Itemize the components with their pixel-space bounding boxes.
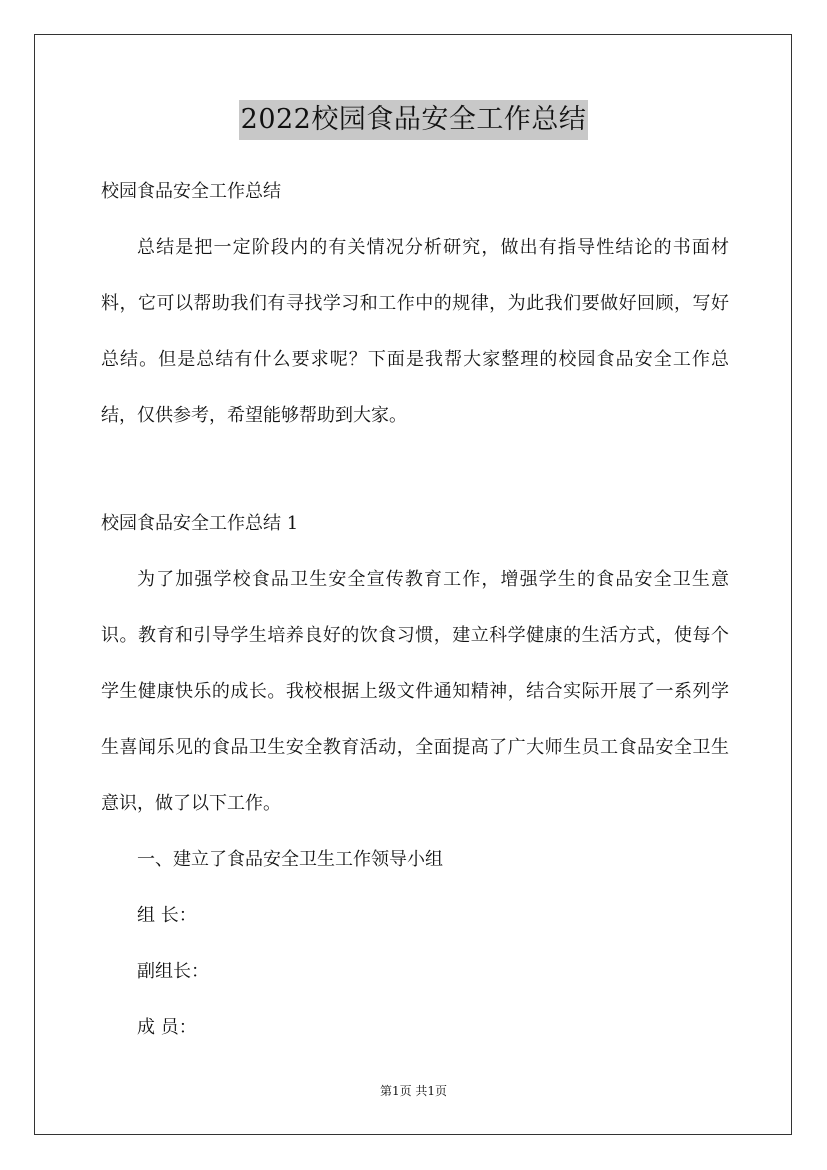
list-item-heading: 一、建立了食品安全卫生工作领导小组 [137,849,443,870]
document-title: 2022校园食品安全工作总结 [239,100,589,140]
document-body [101,164,729,1056]
paragraph-gap [101,444,729,496]
intro-paragraph: 总结是把一定阶段内的有关情况分析研究，做出有指导性结论的书面材料，它可以帮助我们有寻找学习和工作中的规律，为此我们要做好回顾，写好总结。但是总结有什么要求呢？下面是我帮大家整理的校园食品安全工作总结，仅供参考，希望能够帮助到大家。 [101,237,729,426]
document-heading: 校园食品安全工作总结 [101,181,281,202]
leader-line: 组 长： [137,905,197,926]
section-heading: 校园食品安全工作总结 1 [101,513,299,534]
deputy-line: 副组长： [137,961,209,982]
members-line: 成 员： [137,1017,197,1038]
page-footer: 第1页 共1页 [379,1084,448,1098]
section-paragraph: 为了加强学校食品卫生安全宣传教育工作，增强学生的食品安全卫生意识。教育和引导学生培养良好的饮食习惯，建立科学健康的生活方式，使每个学生健康快乐的成长。我校根据上级文件通知精神，结合实际开展了一系列学生喜闻乐见的食品卫生安全教育活动，全面提高了广大师生员工食品安全卫生意识，做了以下工作。 [101,569,729,814]
title-container [0,100,827,140]
